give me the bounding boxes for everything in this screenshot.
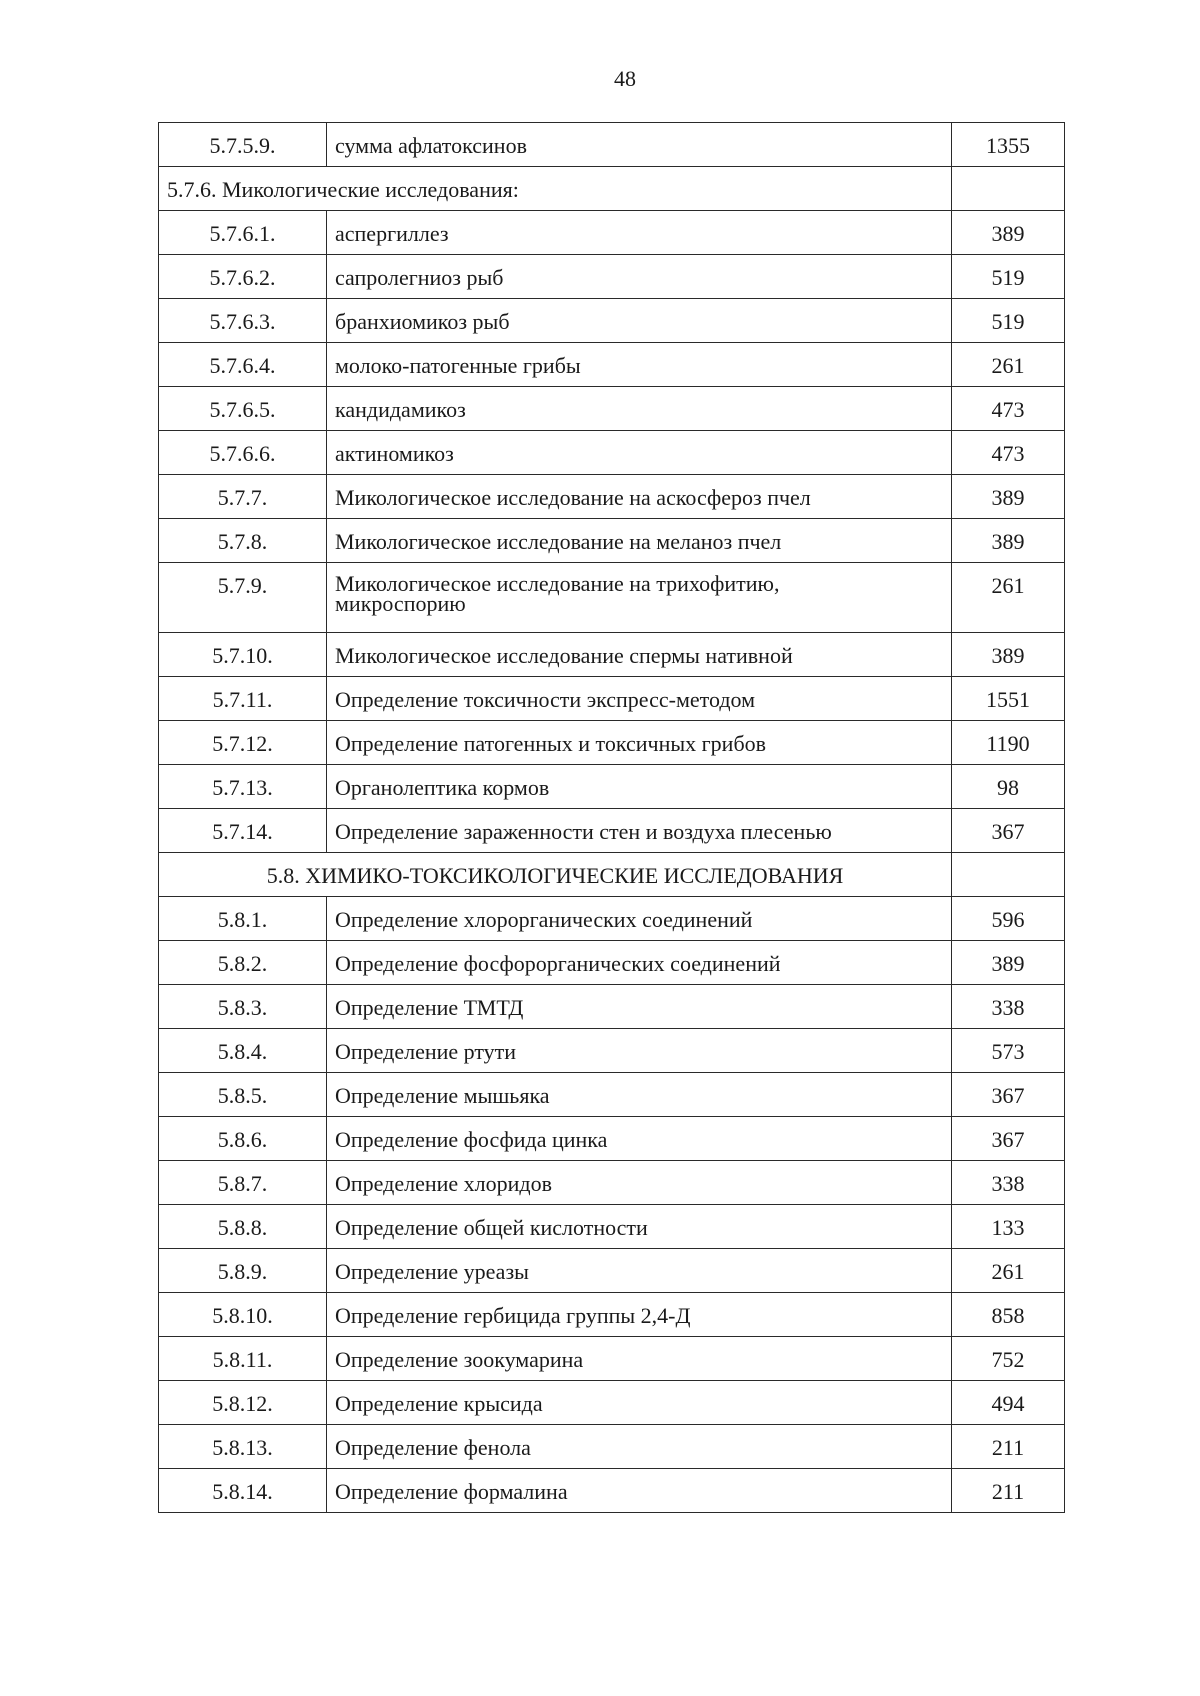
table-row xyxy=(159,519,1065,563)
table-row xyxy=(159,431,1065,475)
price-cell xyxy=(952,167,1065,211)
price-cell: 1355 xyxy=(952,123,1065,167)
name-cell: Определение фосфида цинка xyxy=(327,1117,952,1161)
code-cell: 5.7.6.1. xyxy=(159,211,327,255)
table-row xyxy=(159,677,1065,721)
price-cell: 389 xyxy=(952,633,1065,677)
code-cell: 5.7.13. xyxy=(159,765,327,809)
name-cell: Микологическое исследование спермы нативной xyxy=(327,633,952,677)
table-row xyxy=(159,1161,1065,1205)
price-cell: 338 xyxy=(952,985,1065,1029)
table-row xyxy=(159,1469,1065,1513)
name-cell: аспергиллез xyxy=(327,211,952,255)
price-cell: 211 xyxy=(952,1469,1065,1513)
page-number: 48 xyxy=(614,66,636,91)
code-cell: 5.8.2. xyxy=(159,941,327,985)
table-row xyxy=(159,809,1065,853)
price-cell: 573 xyxy=(952,1029,1065,1073)
name-cell: Определение хлоридов xyxy=(327,1161,952,1205)
table-row xyxy=(159,1073,1065,1117)
price-table xyxy=(158,122,1065,1513)
table-row xyxy=(159,941,1065,985)
code-cell: 5.7.5.9. xyxy=(159,123,327,167)
code-cell: 5.8.5. xyxy=(159,1073,327,1117)
table-row xyxy=(159,1381,1065,1425)
table-row xyxy=(159,897,1065,941)
code-cell: 5.8.6. xyxy=(159,1117,327,1161)
name-cell: сумма афлатоксинов xyxy=(327,123,952,167)
price-cell: 1190 xyxy=(952,721,1065,765)
code-cell: 5.8.8. xyxy=(159,1205,327,1249)
price-cell: 473 xyxy=(952,431,1065,475)
price-cell: 211 xyxy=(952,1425,1065,1469)
price-cell: 519 xyxy=(952,255,1065,299)
price-cell: 367 xyxy=(952,809,1065,853)
table-row xyxy=(159,1205,1065,1249)
price-cell: 338 xyxy=(952,1161,1065,1205)
name-cell: Определение зоокумарина xyxy=(327,1337,952,1381)
code-cell: 5.8.9. xyxy=(159,1249,327,1293)
table-row xyxy=(159,1117,1065,1161)
code-cell: 5.7.9. xyxy=(159,563,327,633)
code-cell: 5.7.10. xyxy=(159,633,327,677)
price-cell: 389 xyxy=(952,519,1065,563)
name-cell: Определение общей кислотности xyxy=(327,1205,952,1249)
price-table-body xyxy=(159,123,1065,1513)
price-cell: 261 xyxy=(952,563,1065,633)
name-cell: Определение зараженности стен и воздуха плесенью xyxy=(327,809,952,853)
name-cell: Определение ртути xyxy=(327,1029,952,1073)
code-cell: 5.8.10. xyxy=(159,1293,327,1337)
code-cell: 5.7.6.2. xyxy=(159,255,327,299)
name-cell: актиномикоз xyxy=(327,431,952,475)
code-cell: 5.8.12. xyxy=(159,1381,327,1425)
name-cell: бранхиомикоз рыб xyxy=(327,299,952,343)
table-row xyxy=(159,633,1065,677)
name-line: микроспорию xyxy=(335,591,466,616)
code-cell: 5.8.13. xyxy=(159,1425,327,1469)
code-cell: 5.7.6.6. xyxy=(159,431,327,475)
table-row xyxy=(159,343,1065,387)
name-cell: Микологическое исследование на меланоз пчел xyxy=(327,519,952,563)
table-row xyxy=(159,299,1065,343)
price-cell: 367 xyxy=(952,1117,1065,1161)
name-cell: кандидамикоз xyxy=(327,387,952,431)
price-cell: 389 xyxy=(952,475,1065,519)
code-cell: 5.8.14. xyxy=(159,1469,327,1513)
name-cell: Определение ТМТД xyxy=(327,985,952,1029)
code-cell: 5.8.7. xyxy=(159,1161,327,1205)
code-cell: 5.8.11. xyxy=(159,1337,327,1381)
name-cell: Определение формалина xyxy=(327,1469,952,1513)
name-cell: сапролегниоз рыб xyxy=(327,255,952,299)
price-cell: 389 xyxy=(952,941,1065,985)
price-cell: 389 xyxy=(952,211,1065,255)
table-row xyxy=(159,721,1065,765)
code-cell: 5.7.14. xyxy=(159,809,327,853)
table-row xyxy=(159,255,1065,299)
price-cell: 494 xyxy=(952,1381,1065,1425)
price-cell: 596 xyxy=(952,897,1065,941)
name-cell: Определение патогенных и токсичных грибов xyxy=(327,721,952,765)
name-cell: Определение фенола xyxy=(327,1425,952,1469)
code-cell: 5.8.1. xyxy=(159,897,327,941)
section-heading: 5.8. ХИМИКО-ТОКСИКОЛОГИЧЕСКИЕ ИССЛЕДОВАНИЯ xyxy=(159,853,952,897)
code-cell: 5.7.7. xyxy=(159,475,327,519)
price-cell: 261 xyxy=(952,1249,1065,1293)
code-cell: 5.7.6.4. xyxy=(159,343,327,387)
name-cell xyxy=(327,563,952,633)
table-row xyxy=(159,123,1065,167)
section-heading: 5.7.6. Микологические исследования: xyxy=(159,167,952,211)
name-cell: Определение токсичности экспресс-методом xyxy=(327,677,952,721)
code-cell: 5.8.3. xyxy=(159,985,327,1029)
table-row xyxy=(159,765,1065,809)
name-cell: Определение уреазы xyxy=(327,1249,952,1293)
code-cell: 5.7.8. xyxy=(159,519,327,563)
price-cell: 133 xyxy=(952,1205,1065,1249)
name-cell: Определение мышьяка xyxy=(327,1073,952,1117)
code-cell: 5.8.4. xyxy=(159,1029,327,1073)
name-cell: Определение хлорорганических соединений xyxy=(327,897,952,941)
price-cell xyxy=(952,853,1065,897)
name-cell: молоко-патогенные грибы xyxy=(327,343,952,387)
table-row xyxy=(159,563,1065,633)
code-cell: 5.7.11. xyxy=(159,677,327,721)
table-row xyxy=(159,1425,1065,1469)
code-cell: 5.7.6.5. xyxy=(159,387,327,431)
code-cell: 5.7.6.3. xyxy=(159,299,327,343)
table-row xyxy=(159,1249,1065,1293)
price-cell: 519 xyxy=(952,299,1065,343)
price-cell: 752 xyxy=(952,1337,1065,1381)
name-cell: Микологическое исследование на аскосфероз пчел xyxy=(327,475,952,519)
name-cell: Органолептика кормов xyxy=(327,765,952,809)
name-cell: Определение фосфорорганических соединений xyxy=(327,941,952,985)
price-cell: 1551 xyxy=(952,677,1065,721)
table-row xyxy=(159,985,1065,1029)
table-row xyxy=(159,167,1065,211)
table-row xyxy=(159,475,1065,519)
price-cell: 473 xyxy=(952,387,1065,431)
table-row xyxy=(159,1029,1065,1073)
price-cell: 367 xyxy=(952,1073,1065,1117)
table-row xyxy=(159,211,1065,255)
name-cell: Определение крысида xyxy=(327,1381,952,1425)
price-cell: 858 xyxy=(952,1293,1065,1337)
table-row xyxy=(159,853,1065,897)
code-cell: 5.7.12. xyxy=(159,721,327,765)
price-cell: 261 xyxy=(952,343,1065,387)
table-row xyxy=(159,387,1065,431)
table-row xyxy=(159,1293,1065,1337)
price-cell: 98 xyxy=(952,765,1065,809)
table-row xyxy=(159,1337,1065,1381)
name-cell: Определение гербицида группы 2,4-Д xyxy=(327,1293,952,1337)
name-line: Микологическое исследование на трихофитию, xyxy=(335,571,780,596)
